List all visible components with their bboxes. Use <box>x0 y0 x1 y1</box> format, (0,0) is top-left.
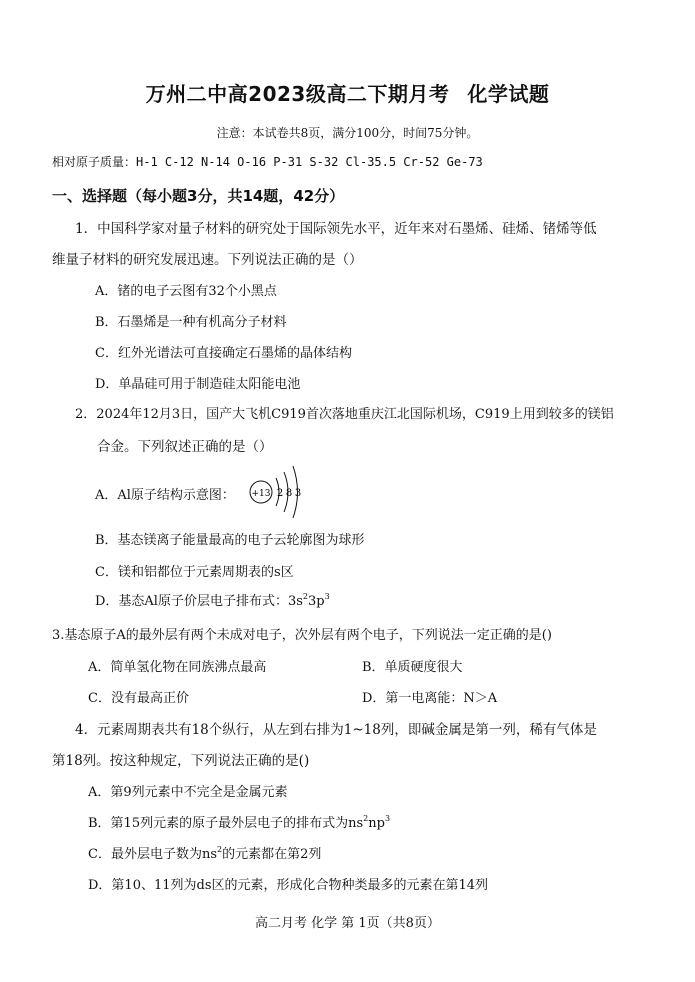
q3-option-b: B．单质硬度很大 <box>362 660 463 675</box>
page-title <box>0 78 695 107</box>
section-title: 一、选择题（每小题3分，共14题，42分） <box>52 187 345 205</box>
q2-stem-line2: 合金。下列叙述正确的是（） <box>97 439 273 455</box>
q2-option-d: D．基态Al原子价层电子排布式：$3s^23p^3$ <box>95 592 330 609</box>
q2-option-b: B．基态镁离子能量最高的电子云轮廓图为球形 <box>95 533 365 548</box>
q4-option-a: A．第9列元素中不完全是金属元素 <box>88 785 288 800</box>
q4-option-c: C．最外层电子数为$ns^2$的元素都在第2列 <box>88 845 322 862</box>
q4-stem-line1: 4．元素周期表共有18个纵行，从左到右排为1~18列，即碱金属是第一列，稀有气体是 <box>75 722 597 738</box>
title-subject: 化学试题 <box>467 82 550 106</box>
title-main: 万州二中高2023级高二下期月考 <box>145 82 450 106</box>
q1-stem-line2: 维量子材料的研究发展迅速。下列说法正确的是（） <box>52 252 363 268</box>
q1-option-b: B．石墨烯是一种有机高分子材料 <box>95 315 287 330</box>
atomic-masses: 相对原子质量：H-1 C-12 N-14 O-16 P-31 S-32 Cl-35.5 Cr-52 Ge-73 <box>52 155 483 169</box>
q3-stem: 3.基态原子A的最外层有两个未成对电子，次外层有两个电子，下列说法一定正确的是() <box>52 628 552 643</box>
q4-option-d: D．第10、11列为ds区的元素，形成化合物种类最多的元素在第14列 <box>88 878 489 893</box>
q1-option-a: A．锗的电子云图有32个小黑点 <box>95 284 277 299</box>
q4-option-b: B．第15列元素的原子最外层电子的排布式为$ns^2np^3$ <box>88 814 391 831</box>
q4-stem-line2: 第18列。按这种规定，下列说法正确的是() <box>52 753 310 769</box>
q1-stem-line1: 1．中国科学家对量子材料的研究处于国际领先水平，近年来对石墨烯、硅烯、锗烯等低 <box>75 221 597 237</box>
q1-option-c: C．红外光谱法可直接确定石墨烯的晶体结构 <box>95 346 352 361</box>
q3-option-a: A．简单氢化物在同族沸点最高 <box>88 660 267 675</box>
q2-stem-line1: 2．2024年12月3日，国产大飞机C919首次落地重庆江北国际机场，C919上用到较多的镁铝 <box>75 407 614 422</box>
q1-option-d: D．单晶硅可用于制造硅太阳能电池 <box>95 377 301 392</box>
q2-option-c: C．镁和铝都位于元素周期表的s区 <box>95 565 294 580</box>
al-atom-structure-diagram <box>244 462 310 522</box>
shell-3-count: 3 <box>294 488 302 499</box>
nucleus-charge: +13 <box>251 489 271 499</box>
q3-option-c: C．没有最高正价 <box>88 691 189 706</box>
page-footer: 高二月考 化学 第 1页（共8页） <box>255 916 440 931</box>
shell-2-count: 8 <box>285 488 293 499</box>
q2-option-a: A．Al原子结构示意图： <box>95 488 235 503</box>
exam-notice: 注意：本试卷共8页，满分100分，时间75分钟。 <box>216 126 479 140</box>
q3-option-d: D．第一电离能：N＞A <box>362 691 498 706</box>
shell-1-count: 2 <box>276 488 284 499</box>
